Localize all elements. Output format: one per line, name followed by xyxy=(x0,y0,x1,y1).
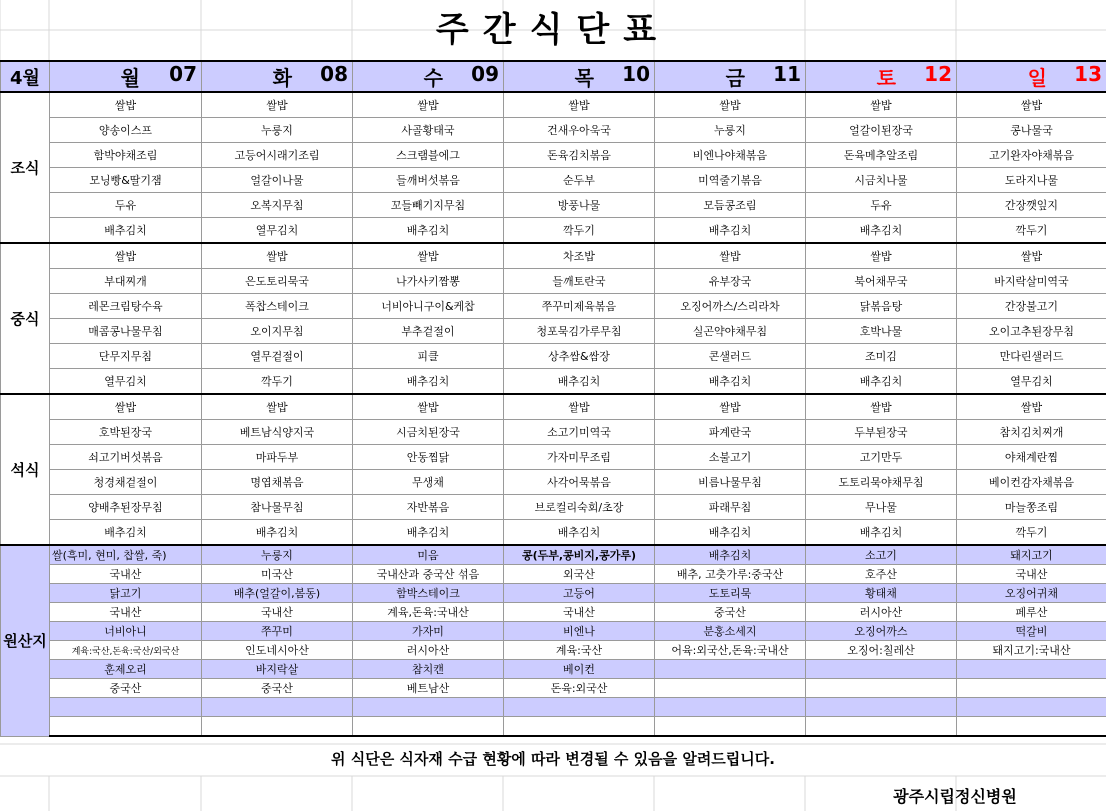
menu-item: 안동찜닭 xyxy=(353,445,504,470)
menu-item: 배추김치 xyxy=(806,520,957,546)
origin-item: 황태채 xyxy=(806,584,957,603)
menu-item: 배추김치 xyxy=(806,218,957,244)
menu-item: 실곤약야채무침 xyxy=(655,319,806,344)
origin-item: 비엔나 xyxy=(504,622,655,641)
meal-label: 조식 xyxy=(1,92,50,243)
menu-item: 미역줄기볶음 xyxy=(655,168,806,193)
menu-item: 쌀밥 xyxy=(202,243,353,269)
origin-country: 중국산 xyxy=(50,679,202,698)
origin-country: 인도네시아산 xyxy=(202,641,353,660)
origin-item: 베이컨 xyxy=(504,660,655,679)
origin-country: 계육:국산 xyxy=(504,641,655,660)
origin-country xyxy=(957,679,1106,698)
origin-item: 바지락살 xyxy=(202,660,353,679)
origin-item: 배추김치 xyxy=(655,545,806,565)
menu-item: 자반볶음 xyxy=(353,495,504,520)
origin-row xyxy=(1,603,1106,622)
menu-item: 브로컬리숙회/초장 xyxy=(504,495,655,520)
menu-item: 폭찹스테이크 xyxy=(202,294,353,319)
origin-item: 오징어까스 xyxy=(806,622,957,641)
menu-item: 모듬콩조림 xyxy=(655,193,806,218)
origin-item: 고등어 xyxy=(504,584,655,603)
origin-country xyxy=(806,679,957,698)
origin-country xyxy=(353,717,504,737)
menu-item: 쌀밥 xyxy=(202,394,353,420)
menu-item: 열무김치 xyxy=(50,369,202,395)
menu-item: 마늘쫑조림 xyxy=(957,495,1106,520)
menu-item: 쌀밥 xyxy=(957,92,1106,118)
day-header-3 xyxy=(504,61,655,92)
day-date: 08 xyxy=(320,62,348,86)
meal-row xyxy=(1,470,1106,495)
day-name: 금 xyxy=(725,66,745,90)
origin-country: 페루산 xyxy=(957,603,1106,622)
origin-country: 오징어:칠레산 xyxy=(806,641,957,660)
menu-item: 얼갈이된장국 xyxy=(806,118,957,143)
menu-item: 북어채무국 xyxy=(806,269,957,294)
menu-item: 비름나물무침 xyxy=(655,470,806,495)
menu-item: 배추김치 xyxy=(50,218,202,244)
menu-item: 피클 xyxy=(353,344,504,369)
menu-item: 참나물무침 xyxy=(202,495,353,520)
menu-item: 비엔나야채볶음 xyxy=(655,143,806,168)
menu-item: 단무지무침 xyxy=(50,344,202,369)
day-header-5 xyxy=(806,61,957,92)
day-date: 13 xyxy=(1074,62,1102,86)
origin-item: 분홍소세지 xyxy=(655,622,806,641)
menu-item: 배추김치 xyxy=(202,520,353,546)
origin-country: 러시아산 xyxy=(353,641,504,660)
menu-item: 파계란국 xyxy=(655,420,806,445)
menu-item: 두유 xyxy=(806,193,957,218)
menu-item: 콩나물국 xyxy=(957,118,1106,143)
notice-text: 위 식단은 식자재 수급 현황에 따라 변경될 수 있음을 알려드립니다. xyxy=(331,750,775,768)
menu-item: 순두부 xyxy=(504,168,655,193)
month-cell: 4월 xyxy=(1,61,50,92)
origin-country xyxy=(504,717,655,737)
origin-row xyxy=(1,622,1106,641)
origin-country: 계육:국산,돈육:국산/외국산 xyxy=(50,641,202,660)
menu-item: 쌀밥 xyxy=(655,92,806,118)
meal-row xyxy=(1,495,1106,520)
menu-item: 배추김치 xyxy=(655,369,806,395)
origin-item xyxy=(353,698,504,717)
menu-item: 배추김치 xyxy=(806,369,957,395)
origin-item: 가자미 xyxy=(353,622,504,641)
origin-item xyxy=(806,660,957,679)
menu-item: 오이고추된장무침 xyxy=(957,319,1106,344)
menu-item: 쌀밥 xyxy=(806,394,957,420)
menu-item: 나가사키짬뽕 xyxy=(353,269,504,294)
menu-item: 쌀밥 xyxy=(806,92,957,118)
menu-item: 배추김치 xyxy=(655,520,806,546)
origin-item: 함박스테이크 xyxy=(353,584,504,603)
origin-country: 국내산 xyxy=(202,603,353,622)
origin-label: 원산지 xyxy=(1,545,50,736)
menu-item: 조미김 xyxy=(806,344,957,369)
menu-item: 고기완자야채볶음 xyxy=(957,143,1106,168)
hospital-name: 광주시립정신병원 xyxy=(893,787,1017,806)
menu-item: 시금치나물 xyxy=(806,168,957,193)
origin-country: 국내산과 중국산 섞음 xyxy=(353,565,504,584)
origin-country: 어육:외국산,돈육:국내산 xyxy=(655,641,806,660)
menu-item: 쌀밥 xyxy=(353,243,504,269)
menu-item: 열무김치 xyxy=(957,369,1106,395)
menu-item: 유부장국 xyxy=(655,269,806,294)
meal-row xyxy=(1,319,1106,344)
page-title: 주간식단표 xyxy=(435,10,671,50)
menu-item: 들깨버섯볶음 xyxy=(353,168,504,193)
day-header-row xyxy=(1,61,1106,92)
meal-row xyxy=(1,118,1106,143)
day-name: 월 xyxy=(120,66,140,90)
menu-item: 도라지나물 xyxy=(957,168,1106,193)
meal-row xyxy=(1,168,1106,193)
menu-item: 쌀밥 xyxy=(655,243,806,269)
origin-country: 베트남산 xyxy=(353,679,504,698)
origin-item: 떡갈비 xyxy=(957,622,1106,641)
menu-item: 깍두기 xyxy=(202,369,353,395)
origin-country: 국내산 xyxy=(50,565,202,584)
origin-item xyxy=(504,698,655,717)
menu-item: 함박야채조림 xyxy=(50,143,202,168)
menu-item: 베이컨감자채볶음 xyxy=(957,470,1106,495)
origin-country xyxy=(50,717,202,737)
menu-item: 두유 xyxy=(50,193,202,218)
origin-item: 누룽지 xyxy=(202,545,353,565)
origin-item xyxy=(50,698,202,717)
menu-item: 쌀밥 xyxy=(50,92,202,118)
meal-row xyxy=(1,344,1106,369)
menu-item: 은도토리묵국 xyxy=(202,269,353,294)
origin-item xyxy=(655,660,806,679)
origin-country: 국내산 xyxy=(50,603,202,622)
day-header-2 xyxy=(353,61,504,92)
menu-item: 도토리묵야채무침 xyxy=(806,470,957,495)
menu-item: 배추김치 xyxy=(50,520,202,546)
menu-item: 청경채겉절이 xyxy=(50,470,202,495)
day-name: 토 xyxy=(876,66,896,90)
menu-item: 고등어시래기조림 xyxy=(202,143,353,168)
menu-item: 매콤콩나물무침 xyxy=(50,319,202,344)
menu-item: 파래무침 xyxy=(655,495,806,520)
origin-item: 돼지고기 xyxy=(957,545,1106,565)
day-header-0 xyxy=(50,61,202,92)
menu-item: 들깨토란국 xyxy=(504,269,655,294)
menu-item: 간장깻잎지 xyxy=(957,193,1106,218)
menu-item: 오징어까스/스리라차 xyxy=(655,294,806,319)
menu-item: 배추김치 xyxy=(353,520,504,546)
origin-item: 쭈꾸미 xyxy=(202,622,353,641)
day-date: 10 xyxy=(622,62,650,86)
menu-item: 부대찌개 xyxy=(50,269,202,294)
menu-item: 쌀밥 xyxy=(806,243,957,269)
menu-item: 명엽채볶음 xyxy=(202,470,353,495)
origin-country: 국내산 xyxy=(957,565,1106,584)
menu-item: 배추김치 xyxy=(353,218,504,244)
day-header-1 xyxy=(202,61,353,92)
menu-item: 오복지무침 xyxy=(202,193,353,218)
menu-item: 바지락살미역국 xyxy=(957,269,1106,294)
menu-item: 쌀밥 xyxy=(504,92,655,118)
menu-item: 돈육메추알조림 xyxy=(806,143,957,168)
origin-country: 국내산 xyxy=(504,603,655,622)
origin-country: 미국산 xyxy=(202,565,353,584)
origin-item: 소고기 xyxy=(806,545,957,565)
menu-item: 가자미무조림 xyxy=(504,445,655,470)
menu-item: 사골황태국 xyxy=(353,118,504,143)
day-date: 07 xyxy=(169,62,197,86)
menu-item: 차조밥 xyxy=(504,243,655,269)
origin-item: 닭고기 xyxy=(50,584,202,603)
origin-item xyxy=(202,698,353,717)
menu-item: 깍두기 xyxy=(504,218,655,244)
origin-item: 도토리묵 xyxy=(655,584,806,603)
menu-item: 모닝빵&딸기잼 xyxy=(50,168,202,193)
origin-country xyxy=(806,717,957,737)
menu-item: 호박된장국 xyxy=(50,420,202,445)
origin-country xyxy=(202,717,353,737)
origin-item xyxy=(957,698,1106,717)
menu-item: 시금치된장국 xyxy=(353,420,504,445)
origin-row xyxy=(1,565,1106,584)
meal-row xyxy=(1,92,1106,118)
menu-item: 소고기미역국 xyxy=(504,420,655,445)
menu-item: 열무김치 xyxy=(202,218,353,244)
menu-item: 마파두부 xyxy=(202,445,353,470)
menu-item: 쌀밥 xyxy=(655,394,806,420)
meal-row xyxy=(1,193,1106,218)
menu-item: 쇠고기버섯볶음 xyxy=(50,445,202,470)
menu-item: 깍두기 xyxy=(957,520,1106,546)
menu-item: 방풍나물 xyxy=(504,193,655,218)
meal-row xyxy=(1,269,1106,294)
menu-item: 깍두기 xyxy=(957,218,1106,244)
origin-item xyxy=(655,698,806,717)
menu-item: 참치김치찌개 xyxy=(957,420,1106,445)
origin-item: 오징어귀채 xyxy=(957,584,1106,603)
menu-item: 야채계란찜 xyxy=(957,445,1106,470)
menu-item: 레몬크림탕수육 xyxy=(50,294,202,319)
menu-item: 사각어묵볶음 xyxy=(504,470,655,495)
day-header-4 xyxy=(655,61,806,92)
day-date: 09 xyxy=(471,62,499,86)
menu-item: 건새우아욱국 xyxy=(504,118,655,143)
meal-row xyxy=(1,420,1106,445)
day-name: 일 xyxy=(1027,66,1047,90)
origin-row xyxy=(1,660,1106,679)
origin-country: 돼지고기:국내산 xyxy=(957,641,1106,660)
origin-item: 배추(얼갈이,봄동) xyxy=(202,584,353,603)
menu-item: 무나물 xyxy=(806,495,957,520)
menu-item: 양송이스프 xyxy=(50,118,202,143)
meal-label: 중식 xyxy=(1,243,50,394)
menu-item: 고기만두 xyxy=(806,445,957,470)
day-header-6 xyxy=(957,61,1106,92)
menu-item: 쌀밥 xyxy=(353,394,504,420)
origin-item: 참치캔 xyxy=(353,660,504,679)
origin-row xyxy=(1,679,1106,698)
origin-country xyxy=(655,717,806,737)
menu-item: 배추김치 xyxy=(655,218,806,244)
origin-row xyxy=(1,641,1106,660)
menu-item: 청포묵김가루무침 xyxy=(504,319,655,344)
origin-country: 돈육:외국산 xyxy=(504,679,655,698)
menu-item: 두부된장국 xyxy=(806,420,957,445)
origin-item xyxy=(957,660,1106,679)
day-name: 목 xyxy=(574,66,594,90)
menu-item: 쌀밥 xyxy=(50,394,202,420)
menu-item: 쌀밥 xyxy=(202,92,353,118)
menu-item: 꼬들빼기지무침 xyxy=(353,193,504,218)
menu-item: 쌀밥 xyxy=(957,243,1106,269)
menu-item: 열무겉절이 xyxy=(202,344,353,369)
menu-item: 호박나물 xyxy=(806,319,957,344)
origin-item: 쌀(흑미, 현미, 찹쌀, 죽) xyxy=(50,545,202,565)
origin-item: 콩(두부,콩비지,콩가루) xyxy=(504,545,655,565)
menu-item: 소불고기 xyxy=(655,445,806,470)
menu-item: 배추김치 xyxy=(353,369,504,395)
menu-item: 누룽지 xyxy=(655,118,806,143)
meal-label: 석식 xyxy=(1,394,50,545)
origin-country: 배추, 고춧가루:중국산 xyxy=(655,565,806,584)
meal-row xyxy=(1,143,1106,168)
menu-item: 얼갈이나물 xyxy=(202,168,353,193)
menu-item: 콘샐러드 xyxy=(655,344,806,369)
menu-item: 상추쌈&쌈장 xyxy=(504,344,655,369)
menu-item: 쌀밥 xyxy=(504,394,655,420)
menu-item: 쌀밥 xyxy=(50,243,202,269)
origin-country: 호주산 xyxy=(806,565,957,584)
origin-row xyxy=(1,698,1106,717)
menu-item: 쭈꾸미제육볶음 xyxy=(504,294,655,319)
menu-item: 무생채 xyxy=(353,470,504,495)
meal-row xyxy=(1,394,1106,420)
menu-item: 오이지무침 xyxy=(202,319,353,344)
origin-country: 러시아산 xyxy=(806,603,957,622)
origin-country: 중국산 xyxy=(655,603,806,622)
menu-item: 만다린샐러드 xyxy=(957,344,1106,369)
origin-country: 외국산 xyxy=(504,565,655,584)
menu-item: 닭볶음탕 xyxy=(806,294,957,319)
menu-item: 쌀밥 xyxy=(957,394,1106,420)
origin-country: 중국산 xyxy=(202,679,353,698)
meal-row xyxy=(1,218,1106,244)
origin-country xyxy=(655,679,806,698)
origin-country xyxy=(957,717,1106,737)
origin-row xyxy=(1,584,1106,603)
day-date: 12 xyxy=(924,62,952,86)
origin-item: 훈제오리 xyxy=(50,660,202,679)
menu-item: 부추겉절이 xyxy=(353,319,504,344)
meal-row xyxy=(1,294,1106,319)
origin-item xyxy=(806,698,957,717)
menu-item: 쌀밥 xyxy=(353,92,504,118)
menu-item: 양배추된장무침 xyxy=(50,495,202,520)
menu-item: 누룽지 xyxy=(202,118,353,143)
menu-item: 간장불고기 xyxy=(957,294,1106,319)
day-name: 화 xyxy=(272,66,292,90)
origin-item: 너비아니 xyxy=(50,622,202,641)
weekly-menu-table xyxy=(0,60,1106,737)
origin-row xyxy=(1,545,1106,565)
menu-item: 돈육김치볶음 xyxy=(504,143,655,168)
menu-item: 베트남식양지국 xyxy=(202,420,353,445)
meal-row xyxy=(1,445,1106,470)
menu-item: 배추김치 xyxy=(504,369,655,395)
origin-country: 계육,돈육:국내산 xyxy=(353,603,504,622)
day-date: 11 xyxy=(773,62,801,86)
day-name: 수 xyxy=(423,66,443,90)
menu-item: 스크램블에그 xyxy=(353,143,504,168)
menu-item: 너비아니구이&케찹 xyxy=(353,294,504,319)
menu-item: 배추김치 xyxy=(504,520,655,546)
meal-row xyxy=(1,243,1106,269)
origin-row xyxy=(1,717,1106,737)
meal-row xyxy=(1,520,1106,546)
origin-item: 미음 xyxy=(353,545,504,565)
meal-row xyxy=(1,369,1106,395)
